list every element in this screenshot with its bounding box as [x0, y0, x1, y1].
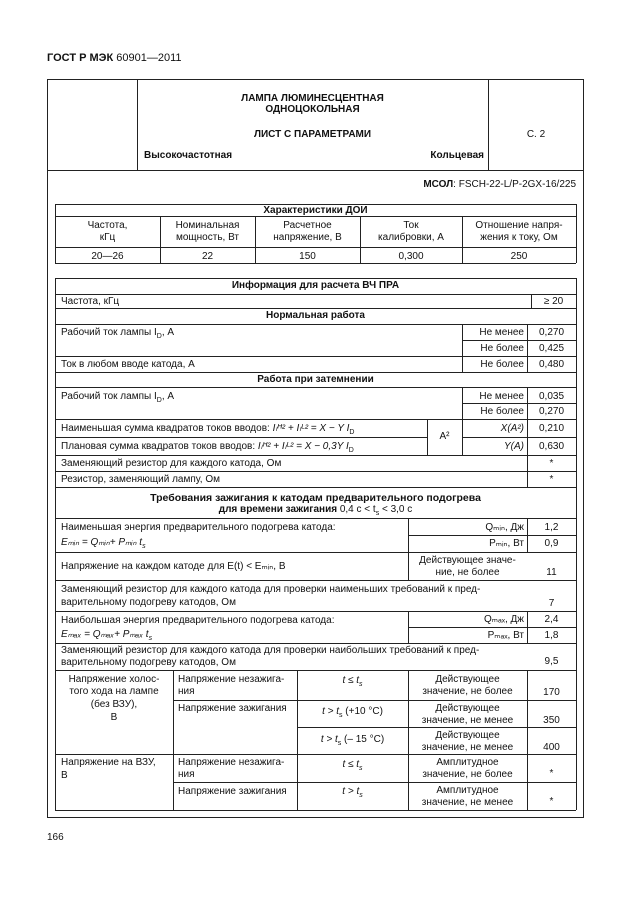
ocv-value: 350: [543, 715, 560, 726]
ocv-label: Напряжение холос-: [68, 674, 160, 685]
vzu-label: В: [61, 770, 68, 781]
dim-current-label: Рабочий ток лампы $I_D$, А: [61, 391, 175, 404]
standard-header: ГОСТ Р МЭК 60901—2011: [47, 52, 182, 64]
res-min-label: варительному подогреву катодов, Ом: [61, 597, 236, 608]
rule: [576, 487, 577, 810]
lamp-type-right: Кольцевая: [430, 150, 484, 161]
msol-designation: МСОЛ: FSCH-22-L/P-2GX-16/225: [423, 179, 576, 190]
dim-title: Работа при затемнении: [257, 374, 374, 385]
not-more: Не более: [480, 359, 524, 370]
col-header: калибровки, А: [378, 232, 444, 243]
no-ignition-label: ния: [178, 769, 195, 780]
min-energy-label: Наименьшая энергия предварительного подогрева катода:: [61, 522, 336, 533]
op-min: 0,270: [538, 327, 565, 338]
col-header: Расчетное: [283, 220, 332, 231]
rule: [462, 437, 576, 438]
lamp-title-1: ЛАМПА ЛЮМИНЕСЦЕНТНАЯ: [241, 93, 384, 104]
ignition-label: Напряжение зажигания: [178, 703, 287, 714]
ignition-subtitle: для времени зажигания 0,4 $с < t_s < 3,0$ с: [218, 504, 413, 517]
dim-max: 0,270: [538, 406, 565, 417]
not-less: Не менее: [479, 391, 524, 402]
eff-label: Действующее: [435, 703, 500, 714]
rule: [55, 356, 576, 357]
rule: [55, 324, 576, 325]
pmin-value: 0,9: [544, 538, 559, 549]
not-less: Не менее: [479, 327, 524, 338]
rule: [55, 487, 576, 488]
page-number: 166: [47, 832, 64, 843]
rule: [55, 611, 576, 612]
ignition-label: Напряжение зажигания: [178, 786, 287, 797]
no-ignition-label: Напряжение незажига-: [178, 757, 285, 768]
freq-value: ≥ 20: [543, 296, 564, 307]
qmin-label: Qₘᵢₙ, Дж: [485, 522, 524, 533]
resistor-lamp-value: *: [549, 474, 554, 485]
col-header: мощность, Вт: [175, 232, 239, 243]
max-energy-formula: Eₘₐₓ = Qₘₐₓ+ Pₘₐₓ $t_s$: [61, 629, 153, 642]
rule: [55, 372, 576, 373]
col-header: Отношение напря-: [475, 220, 563, 231]
rule: [576, 278, 577, 487]
ignition-title: Требования зажигания к катодам предварительного подогрева: [150, 492, 481, 504]
ballast-title: Информация для расчета ВЧ ПРА: [231, 280, 400, 291]
title-divider: [47, 170, 584, 171]
col-header: жения к току, Ом: [480, 232, 558, 243]
min-energy-formula: Eₘᵢₙ = Qₘᵢₙ+ Pₘᵢₙ $t_s$: [61, 537, 146, 550]
amp-label: значение, не менее: [421, 797, 514, 808]
pmin-label: Pₘᵢₙ, Вт: [489, 538, 524, 549]
a2-unit: A²: [439, 431, 450, 442]
lamp-title-2: ОДНОЦОКОЛЬНАЯ: [265, 104, 360, 115]
ocv-label: того хода на лампе: [69, 686, 159, 697]
col-header: Частота,: [87, 220, 128, 231]
cond-2: $t > t_s$ (+10 °C): [322, 706, 383, 719]
table-cell: 20—26: [91, 251, 124, 262]
rule: [173, 700, 576, 701]
ocv-value: 170: [543, 687, 560, 698]
page-ref: С. 2: [526, 129, 546, 140]
op-max: 0,425: [538, 343, 565, 354]
table-cell: 250: [510, 251, 528, 262]
cond-3: $t > t_s$ (– 15 °C): [320, 734, 385, 747]
normal-title: Нормальная работа: [265, 310, 365, 321]
table-cell: 22: [201, 251, 214, 262]
res-max-value: 9,5: [544, 656, 559, 667]
effective-label: ние, не более: [435, 567, 500, 578]
voltage-cathode-value: 11: [546, 567, 557, 578]
table-cell: 150: [299, 251, 316, 262]
resistor-value: *: [549, 458, 554, 469]
resistor-label: Заменяющий резистор для каждого катода, Ом: [61, 458, 282, 469]
col-header: напряжение, В: [273, 232, 342, 243]
rule: [55, 278, 576, 279]
rule: [408, 535, 576, 536]
qmax-value: 2,4: [544, 614, 559, 625]
cathode-label: Ток в любом вводе катода, А: [61, 359, 195, 370]
not-more: Не более: [480, 343, 524, 354]
op-current-label: Рабочий ток лампы $I_D$, А: [61, 327, 175, 340]
cond-1: $t \le t_s$: [342, 675, 363, 688]
rule: [462, 340, 576, 341]
ocv-label: (без ВЗУ),: [90, 699, 138, 710]
eff-label: Действующее: [435, 730, 500, 741]
qmin-value: 1,2: [544, 522, 559, 533]
rule: [408, 627, 576, 628]
y-value: 0,630: [538, 441, 565, 452]
voltage-cathode-label: Напряжение на каждом катоде для E(t) < Eₘᵢₙ, В: [61, 561, 286, 572]
rule: [55, 810, 576, 811]
res-min-label: Заменяющий резистор для каждого катода для проверки наименьших требований к пред-: [61, 584, 481, 595]
vzu-label: Напряжение на ВЗУ,: [61, 757, 156, 768]
rule: [55, 308, 576, 309]
no-ignition-label: Напряжение незажига-: [178, 674, 285, 685]
x-value: 0,210: [538, 423, 565, 434]
eff-label: Действующее: [435, 674, 500, 685]
title-right-divider: [488, 79, 489, 170]
cond-5: $t > t_s$: [342, 786, 363, 799]
res-max-label: Заменяющий резистор для каждого катода для проверки наибольших требований к пред-: [61, 645, 480, 656]
rule: [55, 580, 576, 581]
rule: [55, 387, 576, 388]
rule: [55, 754, 576, 755]
rule: [55, 670, 576, 671]
rule: [55, 487, 56, 810]
col-header: Номинальная: [175, 220, 240, 231]
not-more: Не более: [480, 406, 524, 417]
qmax-label: Qₘₐₓ, Дж: [483, 614, 524, 625]
lamp-type-left: Высокочастотная: [144, 150, 233, 161]
sheet-title: ЛИСТ С ПАРАМЕТРАМИ: [253, 129, 372, 140]
resistor-lamp-label: Резистор, заменяющий лампу, Ом: [61, 474, 220, 485]
table-cell: 0,300: [398, 251, 424, 262]
rule: [55, 263, 576, 264]
amp-label: значение, не более: [422, 769, 513, 780]
rule: [173, 670, 174, 810]
vzu-value: *: [549, 768, 554, 779]
max-energy-label: Наибольшая энергия предварительного подогрева катода:: [61, 615, 335, 626]
pmax-value: 1,8: [544, 630, 559, 641]
rule: [462, 403, 576, 404]
plan-sum-label: Плановая сумма квадратов токов вводов: Iₗᴴ² + Iₗᴸ² = X − 0,3Y $I_D$: [61, 441, 354, 454]
y-label: Y(A): [504, 441, 524, 452]
cond-4: $t \le t_s$: [342, 759, 363, 772]
amp-label: Амплитудное: [436, 785, 499, 796]
pmax-label: Pₘₐₓ, Вт: [487, 630, 524, 641]
rule: [55, 247, 576, 248]
no-ignition-label: ния: [178, 686, 195, 697]
amp-label: Амплитудное: [436, 757, 499, 768]
res-max-label: варительному подогреву катодов, Ом: [61, 657, 236, 668]
rule: [173, 782, 576, 783]
dim-min: 0,035: [538, 391, 565, 402]
eff-label: значение, не менее: [421, 742, 514, 753]
min-sum-label: Наименьшая сумма квадратов токов вводов: Iₗᴴ² + Iₗᴸ² = X − Y $I_D$: [61, 423, 355, 436]
rule: [297, 727, 576, 728]
freq-label: Частота, кГц: [61, 296, 120, 307]
x-label: X(A²): [500, 423, 524, 434]
ocv-label: В: [110, 712, 118, 723]
effective-label: Действующее значе-: [419, 555, 516, 566]
cathode-max: 0,480: [538, 359, 565, 370]
rule: [55, 471, 576, 472]
col-header: кГц: [99, 232, 116, 243]
eff-label: значение, не более: [422, 686, 513, 697]
rule: [55, 294, 576, 295]
ocv-value: 400: [543, 742, 560, 753]
rule: [55, 419, 576, 420]
rule: [576, 204, 577, 263]
characteristics-title: Характеристики ДОИ: [263, 205, 368, 216]
vzu-value: *: [549, 796, 554, 807]
eff-label: значение, не менее: [421, 715, 514, 726]
res-min-value: 7: [548, 598, 555, 609]
col-header: Ток: [403, 220, 419, 231]
